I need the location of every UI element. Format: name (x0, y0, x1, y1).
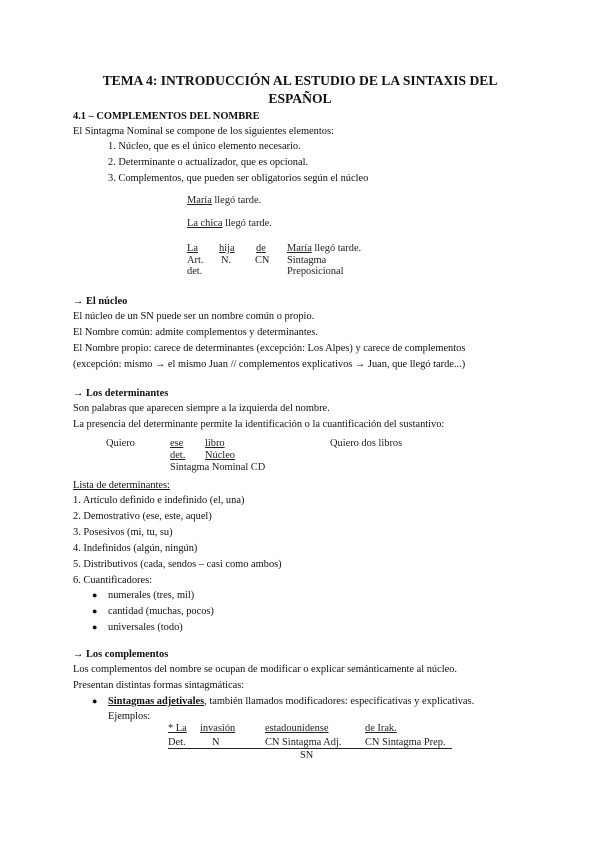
example-subject: La chica (187, 218, 223, 229)
example-label: Núcleo (205, 450, 236, 461)
ejemplos-label: Ejemplos: (108, 711, 151, 722)
element-item: 1. Núcleo, que es el único elemento necesario. (108, 141, 301, 152)
page-title: TEMA 4: INTRODUCCIÓN AL ESTUDIO DE LA SINTAXIS DEL ESPAÑOL (102, 73, 498, 106)
example-word: llegó tarde. (311, 243, 362, 254)
nucleo-line: El Nombre propio: carece de determinantes (excepción: Los Alpes) y carece de complementos (73, 343, 466, 354)
complementos-line: Los complementos del nombre se ocupan de modificar o explicar semánticamente al núcleo. (73, 664, 458, 675)
example-word: María (287, 243, 312, 254)
example-sentence: Quiero dos libros (330, 438, 403, 449)
complementos-line: Presentan distintas formas sintagmáticas: (73, 680, 245, 691)
bullet-icon: ● (92, 622, 98, 632)
determinante-item: 2. Demostrativo (ese, este, aquel) (73, 511, 212, 522)
determinante-item: 5. Distributivos (cada, sendos – casi como ambos) (73, 559, 282, 570)
determinante-item: 6. Cuantificadores: (73, 575, 153, 586)
example-word: ese (170, 438, 184, 449)
example-word: de Irak. (365, 723, 397, 734)
example-label: det. (170, 450, 186, 461)
example-label: CN Sintagma Adj. (265, 737, 342, 748)
example-word: La (187, 243, 198, 254)
example-word: de (256, 243, 266, 254)
example-word: hija (219, 243, 235, 254)
example-label: Det. (168, 737, 186, 748)
bullet-icon: ● (92, 590, 98, 600)
example-label: det. (187, 266, 203, 277)
example-line (187, 194, 261, 207)
nucleo-line: El núcleo de un SN puede ser un nombre común o propio. (73, 311, 315, 322)
determinantes-line: La presencia del determinante permite la identificación o la cuantificación del sustantivo: (73, 419, 445, 430)
example-label: N. (221, 255, 232, 266)
bullet-icon: ● (92, 696, 98, 706)
example-label: Art. (187, 255, 204, 266)
example-predicate: llegó tarde. (211, 195, 262, 206)
bullet-icon: ● (92, 606, 98, 616)
complementos-heading: → Los complementos (73, 649, 169, 660)
element-item: 2. Determinante o actualizador, que es opcional. (108, 157, 309, 168)
example-word: * La (168, 723, 187, 734)
example-line (187, 217, 272, 230)
determinante-item: 4. Indefinidos (algún, ningún) (73, 543, 198, 554)
cuantificador-item: cantidad (muchas, pocos) (108, 606, 214, 617)
example-label: Sintagma (287, 255, 327, 266)
cuantificador-item: numerales (tres, mil) (108, 590, 195, 601)
complementos-bullet-term: Sintagmas adjetivales (108, 696, 205, 707)
determinantes-list-heading: Lista de determinantes: (73, 480, 170, 491)
example-label: SN (300, 750, 314, 761)
example-word: invasión (200, 723, 236, 734)
element-item: 3. Complementos, que pueden ser obligatorios según el núcleo (108, 173, 369, 184)
example-label: CN Sintagma Prep. (365, 737, 446, 748)
example-word: Quiero (106, 438, 135, 449)
example-predicate: llegó tarde. (222, 218, 272, 229)
determinante-item: 1. Artículo definido e indefinido (el, una) (73, 495, 245, 506)
example-word: libro (205, 438, 225, 449)
determinante-item: 3. Posesivos (mi, tu, su) (73, 527, 173, 538)
cuantificador-item: universales (todo) (108, 622, 183, 633)
example-label: CN (255, 255, 270, 266)
nucleo-heading: → El núcleo (73, 296, 128, 307)
nucleo-line: (excepción: mismo → el mismo Juan // complementos explicativos → Juan, que llegó tarde...) (73, 359, 466, 370)
example-label: N (212, 737, 220, 748)
complementos-bullet-text: , también llamados modificadores: especificativas y explicativas. (204, 696, 475, 707)
complementos-bullet (108, 695, 474, 708)
section-heading: 4.1 – COMPLEMENTOS DEL NOMBRE (73, 111, 260, 122)
nucleo-line: El Nombre común: admite complementos y determinantes. (73, 327, 318, 338)
determinantes-heading: → Los determinantes (73, 388, 169, 399)
determinantes-line: Son palabras que aparecen siempre a la izquierda del nombre. (73, 403, 330, 414)
example-label: Sintagma Nominal CD (170, 462, 266, 473)
example-word: estadounidense (265, 723, 329, 734)
example-label: Preposicional (287, 266, 344, 277)
example-subject: María (187, 195, 212, 206)
intro-text: El Sintagma Nominal se compone de los siguientes elementos: (73, 126, 334, 137)
